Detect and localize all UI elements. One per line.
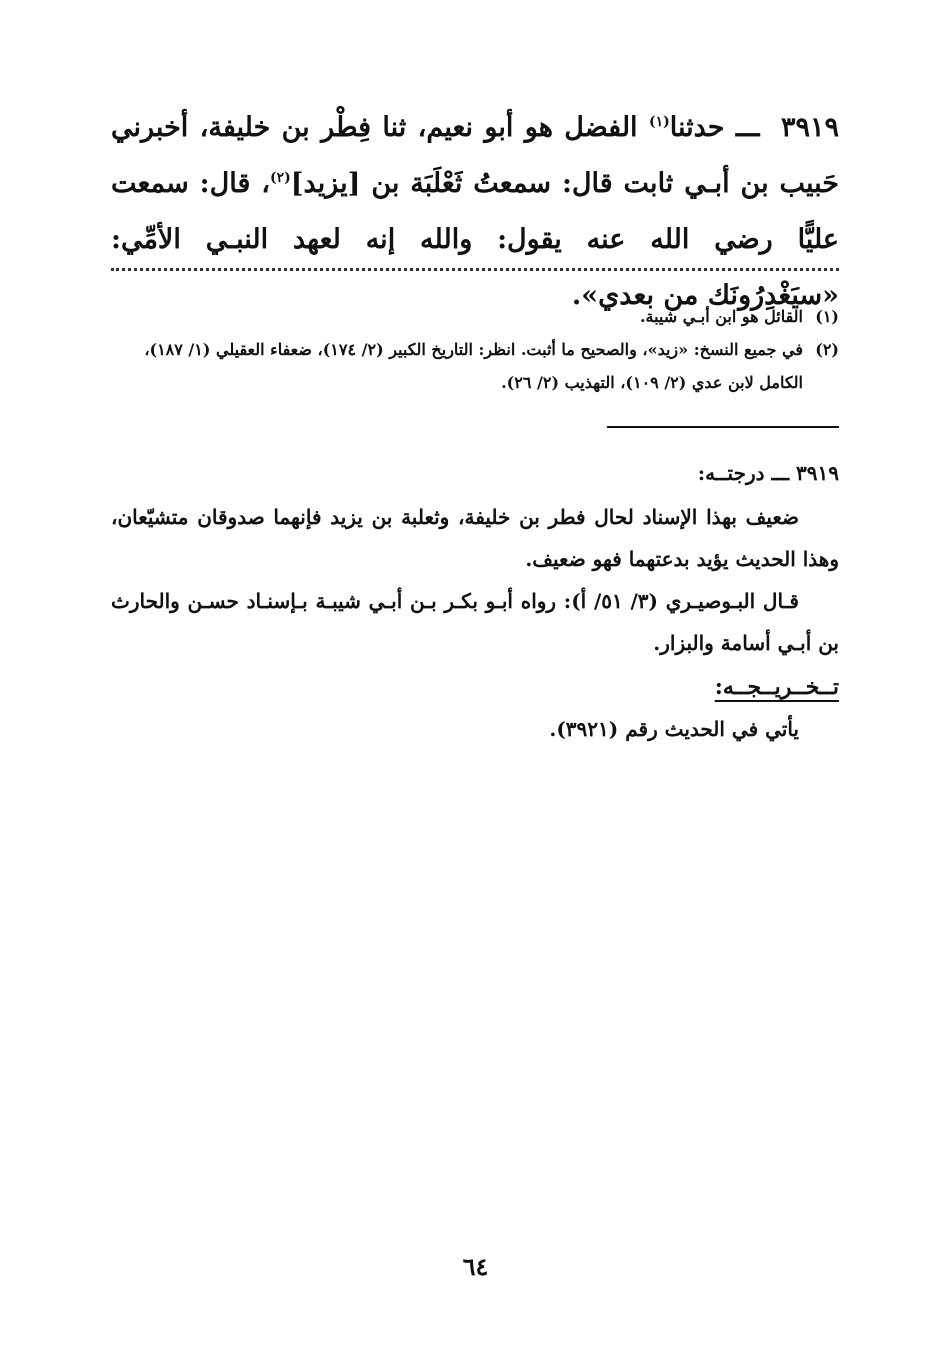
hadith-number: ٣٩١٩ bbox=[780, 112, 839, 143]
grade-paragraph-2: قـال البـوصيـري (٣/ ٥١/ أ): رواه أبـو بكـر بـن أبـي شيبـة بـإسنـاد حسـن والحارث بن أبـي أسامة والبزار. bbox=[111, 589, 839, 655]
footnote-1 bbox=[111, 300, 839, 333]
footnote-text: في جميع النسخ: «زيد»، والصحيح ما أثبت. انظر: التاريخ الكبير (٢/ ١٧٤)، ضعفاء العقيلي (١/ ١٨٧)، الكامل لابن عدي (٢/ ١٠٩)، التهذيب (٢/ ٢٦). bbox=[144, 340, 803, 392]
hadith-text-end: ، قال: سمعت عليًّا رضي الله عنه يقول: والله إنه لعهد النبـي الأمِّي: «سيَغْدِرُونَك من بعدي». bbox=[111, 168, 839, 311]
footnote-marker: (١) bbox=[815, 307, 839, 326]
grade-paragraph-1: ضعيف بهذا الإسناد لحال فطر بن خليفة، وثعلبة بن يزيد فإنهما صدوقان متشيّعان، وهذا الحديث يؤيد بدعتهما فهو ضعيف. bbox=[111, 505, 839, 571]
footnote-marker: (٢) bbox=[815, 340, 839, 359]
grading-section bbox=[111, 452, 839, 750]
hadith-text-start: حدثنا bbox=[669, 112, 725, 143]
hadith-text-middle: الفضل هو أبو نعيم، ثنا فِطْر بن خليفة، أخبرني حَبيب بن أبـي ثابت قال: سمعتُ ثَعْلَبَة بن [يزيد] bbox=[111, 112, 839, 199]
grade-heading: ٣٩١٩ ـــ درجتــه: bbox=[697, 461, 839, 485]
hadith-dash: ـــ bbox=[735, 112, 760, 143]
footnote-text: القائل هو ابن أبـي شيبة. bbox=[639, 307, 803, 326]
footnote-separator-dots bbox=[111, 268, 839, 271]
footnotes bbox=[111, 300, 839, 399]
page-number: ٦٤ bbox=[462, 1252, 489, 1281]
footnote-ref-2: (٢) bbox=[270, 170, 291, 186]
takhrij-text: يأتي في الحديث رقم (٣٩٢١). bbox=[549, 717, 799, 741]
hadith-text bbox=[111, 100, 839, 324]
takhrij-heading: تــخــريــجــه: bbox=[714, 674, 839, 700]
footnote-ref-1: (١) bbox=[648, 114, 670, 130]
section-divider bbox=[607, 426, 839, 428]
footnote-2 bbox=[111, 333, 839, 399]
